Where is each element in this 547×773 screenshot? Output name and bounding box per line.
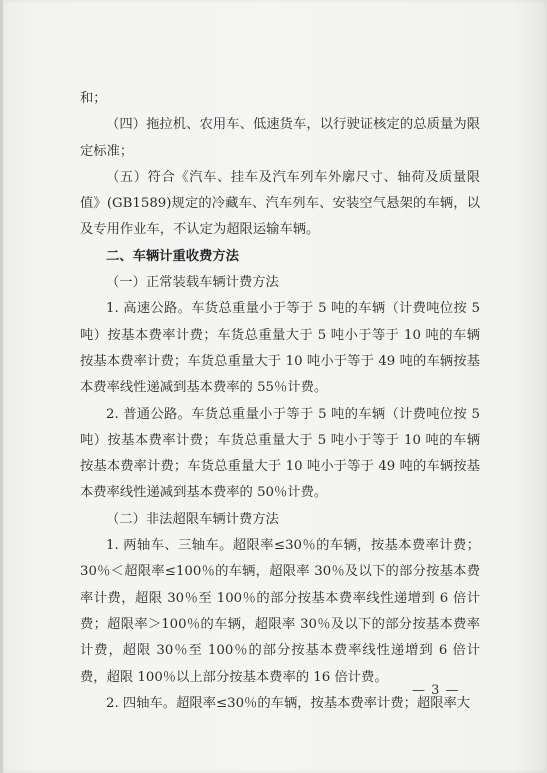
paragraph-ordinary-road: 2. 普通公路。车货总重量小于等于 5 吨的车辆（计费吨位按 5 吨）按基本费率计费；车货总重量大于 5 吨小于等于 10 吨的车辆按基本费率计费；车货总重量大于 10 吨小于等于 49 吨的车辆按基本费率线性递减到基本费率的 50％计费。 <box>80 406 480 501</box>
section-heading: 二、车辆计重收费方法 <box>106 248 239 264</box>
paragraph-two-three-axle: 1. 两轴车、三轴车。超限率≤30％的车辆，按基本费率计费；30％＜超限率≤100％的车辆，超限率 30％及以下的部分按基本费率计费，超限 30％至 100％的部分按基本费率线性递增到 6 倍计费；超限率＞100％的车辆，超限率 30％及以下的部分按基本费率计费，超限 30％至 100％的部分按基本费率线性递增到 6 倍计费，超限 100％以上部分按基本费率的 16 倍计费。 <box>80 538 480 685</box>
paragraph-four-axle: 2. 四轴车。超限率≤30％的车辆，按基本费率计费；超限率大 <box>106 695 471 711</box>
paragraph-continuation: 和； <box>80 91 107 106</box>
paragraph-item-5: （五）符合《汽车、挂车及汽车列车外廓尺寸、轴荷及质量限值》(GB1589)规定的冷藏车、汽车列车、安装空气悬架的车辆，以及专用作业车，不认定为超限运输车辆。 <box>80 169 480 238</box>
paragraph-expressway: 1. 高速公路。车货总重量小于等于 5 吨的车辆（计费吨位按 5 吨）按基本费率计费；车货总重量大于 5 吨小于等于 10 吨的车辆按基本费率计费；车货总重量大于 10 吨小于等于 49 吨的车辆按基本费率线性递减到基本费率的 55％计费。 <box>80 301 480 396</box>
subsection-overload: （二）非法超限车辆计费方法 <box>106 511 279 527</box>
paragraph-item-4: （四）拖拉机、农用车、低速货车，以行驶证核定的总质量为限定标准； <box>80 117 480 159</box>
subsection-normal-load: （一）正常装载车辆计费方法 <box>106 275 279 291</box>
page-edge <box>0 0 3 773</box>
page-number: — 3 — <box>412 683 460 698</box>
document-body <box>80 86 480 717</box>
